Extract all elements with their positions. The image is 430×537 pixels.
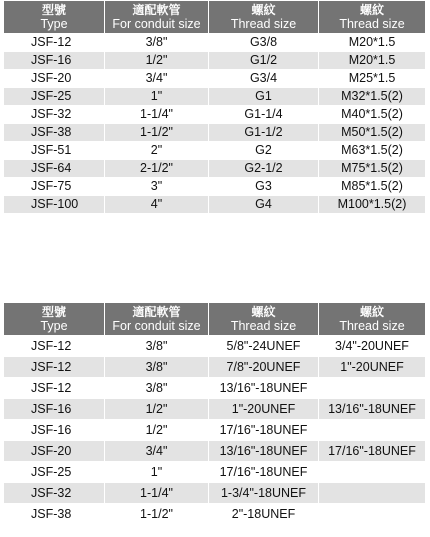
cell-conduit-size: 1-1/2" <box>105 124 208 141</box>
header-conduit-size-en: For conduit size <box>112 319 201 333</box>
cell-conduit-size: 1" <box>105 462 208 482</box>
cell-conduit-size: 3/8" <box>105 34 208 51</box>
table-header-row <box>4 303 425 335</box>
cell-thread-size-b: M25*1.5 <box>319 70 425 87</box>
cell-type: JSF-32 <box>4 106 104 123</box>
cell-thread-size-a: 2"-18UNEF <box>209 504 318 524</box>
cell-thread-size-b: M20*1.5 <box>319 52 425 69</box>
cell-type: JSF-25 <box>4 462 104 482</box>
table-row <box>4 124 425 141</box>
cell-thread-size-b <box>319 483 425 503</box>
cell-type: JSF-12 <box>4 378 104 398</box>
header-thread-size-a-en: Thread size <box>230 319 297 333</box>
cell-thread-size-a: 13/16"-18UNEF <box>209 378 318 398</box>
header-type-zh: 型號 <box>41 305 66 319</box>
header-conduit-size-en: For conduit size <box>112 17 201 31</box>
cell-type: JSF-12 <box>4 34 104 51</box>
header-thread-size-b-en: Thread size <box>339 17 405 31</box>
table-row <box>4 106 425 123</box>
cell-conduit-size: 3/8" <box>105 357 208 377</box>
cell-thread-size-a: 5/8"-24UNEF <box>209 336 318 356</box>
cell-type: JSF-64 <box>4 160 104 177</box>
table-row <box>4 52 425 69</box>
table-row <box>4 441 425 461</box>
table-header-row <box>4 1 425 33</box>
cell-type: JSF-16 <box>4 399 104 419</box>
header-type <box>4 303 104 335</box>
cell-thread-size-a: 13/16"-18UNEF <box>209 441 318 461</box>
cell-thread-size-a: G3/8 <box>209 34 318 51</box>
cell-conduit-size: 1-1/2" <box>105 504 208 524</box>
cell-thread-size-b: M50*1.5(2) <box>319 124 425 141</box>
cell-conduit-size: 3/4" <box>105 441 208 461</box>
cell-conduit-size: 4" <box>105 196 208 213</box>
cell-type: JSF-100 <box>4 196 104 213</box>
table-row <box>4 462 425 482</box>
cell-type: JSF-20 <box>4 441 104 461</box>
table-row <box>4 483 425 503</box>
cell-conduit-size: 3" <box>105 178 208 195</box>
table-row <box>4 504 425 524</box>
cell-thread-size-a: 17/16"-18UNEF <box>209 420 318 440</box>
thread-spec-table-metric <box>3 0 426 214</box>
cell-type: JSF-32 <box>4 483 104 503</box>
cell-thread-size-a: G1/2 <box>209 52 318 69</box>
header-type-en: Type <box>40 17 68 31</box>
cell-conduit-size: 3/8" <box>105 336 208 356</box>
header-thread-size-b-en: Thread size <box>339 319 405 333</box>
cell-type: JSF-75 <box>4 178 104 195</box>
cell-type: JSF-51 <box>4 142 104 159</box>
cell-thread-size-a: G1-1/2 <box>209 124 318 141</box>
cell-type: JSF-16 <box>4 420 104 440</box>
table-row <box>4 336 425 356</box>
header-thread-size-b-zh: 螺紋 <box>359 305 384 319</box>
cell-thread-size-b <box>319 378 425 398</box>
table-row <box>4 34 425 51</box>
table-row <box>4 88 425 105</box>
cell-thread-size-a: G4 <box>209 196 318 213</box>
cell-thread-size-b: M63*1.5(2) <box>319 142 425 159</box>
cell-conduit-size: 1-1/4" <box>105 106 208 123</box>
cell-type: JSF-12 <box>4 357 104 377</box>
cell-thread-size-b: M32*1.5(2) <box>319 88 425 105</box>
header-type <box>4 1 104 33</box>
table-row <box>4 399 425 419</box>
table-row <box>4 178 425 195</box>
table-row <box>4 357 425 377</box>
cell-thread-size-b: M40*1.5(2) <box>319 106 425 123</box>
header-type-en: Type <box>40 319 68 333</box>
header-type-zh: 型號 <box>41 3 66 17</box>
header-thread-size-a <box>209 303 318 335</box>
cell-conduit-size: 1/2" <box>105 420 208 440</box>
cell-conduit-size: 1/2" <box>105 52 208 69</box>
header-thread-size-a <box>209 1 318 33</box>
cell-thread-size-b: M100*1.5(2) <box>319 196 425 213</box>
cell-thread-size-a: G2 <box>209 142 318 159</box>
cell-thread-size-b: M75*1.5(2) <box>319 160 425 177</box>
cell-thread-size-a: G1-1/4 <box>209 106 318 123</box>
cell-thread-size-b: 3/4"-20UNEF <box>319 336 425 356</box>
cell-conduit-size: 2-1/2" <box>105 160 208 177</box>
cell-thread-size-a: 1"-20UNEF <box>209 399 318 419</box>
table-row <box>4 142 425 159</box>
table-row <box>4 196 425 213</box>
cell-conduit-size: 1-1/4" <box>105 483 208 503</box>
header-conduit-size <box>105 303 208 335</box>
table-row <box>4 70 425 87</box>
cell-conduit-size: 1/2" <box>105 399 208 419</box>
cell-thread-size-a: 1-3/4"-18UNEF <box>209 483 318 503</box>
header-thread-size-b <box>319 303 425 335</box>
cell-type: JSF-38 <box>4 124 104 141</box>
thread-spec-table-unef <box>3 302 426 525</box>
cell-conduit-size: 2" <box>105 142 208 159</box>
cell-thread-size-b: 17/16"-18UNEF <box>319 441 425 461</box>
table-row <box>4 378 425 398</box>
header-conduit-size-zh: 適配軟管 <box>132 3 181 17</box>
header-thread-size-a-zh: 螺紋 <box>251 3 276 17</box>
cell-thread-size-b <box>319 504 425 524</box>
header-conduit-size-zh: 適配軟管 <box>132 305 181 319</box>
cell-conduit-size: 3/8" <box>105 378 208 398</box>
header-thread-size-b-zh: 螺紋 <box>359 3 384 17</box>
cell-type: JSF-38 <box>4 504 104 524</box>
cell-thread-size-a: 7/8"-20UNEF <box>209 357 318 377</box>
cell-thread-size-b: M85*1.5(2) <box>319 178 425 195</box>
cell-type: JSF-20 <box>4 70 104 87</box>
cell-type: JSF-16 <box>4 52 104 69</box>
table-row <box>4 160 425 177</box>
cell-thread-size-b <box>319 462 425 482</box>
header-thread-size-a-en: Thread size <box>230 17 297 31</box>
table-row <box>4 420 425 440</box>
cell-thread-size-b: 13/16"-18UNEF <box>319 399 425 419</box>
cell-type: JSF-25 <box>4 88 104 105</box>
header-thread-size-a-zh: 螺紋 <box>251 305 276 319</box>
cell-thread-size-b: M20*1.5 <box>319 34 425 51</box>
cell-thread-size-a: G3 <box>209 178 318 195</box>
cell-thread-size-b <box>319 420 425 440</box>
cell-conduit-size: 3/4" <box>105 70 208 87</box>
cell-thread-size-b: 1"-20UNEF <box>319 357 425 377</box>
cell-thread-size-a: 17/16"-18UNEF <box>209 462 318 482</box>
header-conduit-size <box>105 1 208 33</box>
cell-type: JSF-12 <box>4 336 104 356</box>
header-thread-size-b <box>319 1 425 33</box>
cell-thread-size-a: G2-1/2 <box>209 160 318 177</box>
cell-thread-size-a: G1 <box>209 88 318 105</box>
cell-thread-size-a: G3/4 <box>209 70 318 87</box>
cell-conduit-size: 1" <box>105 88 208 105</box>
